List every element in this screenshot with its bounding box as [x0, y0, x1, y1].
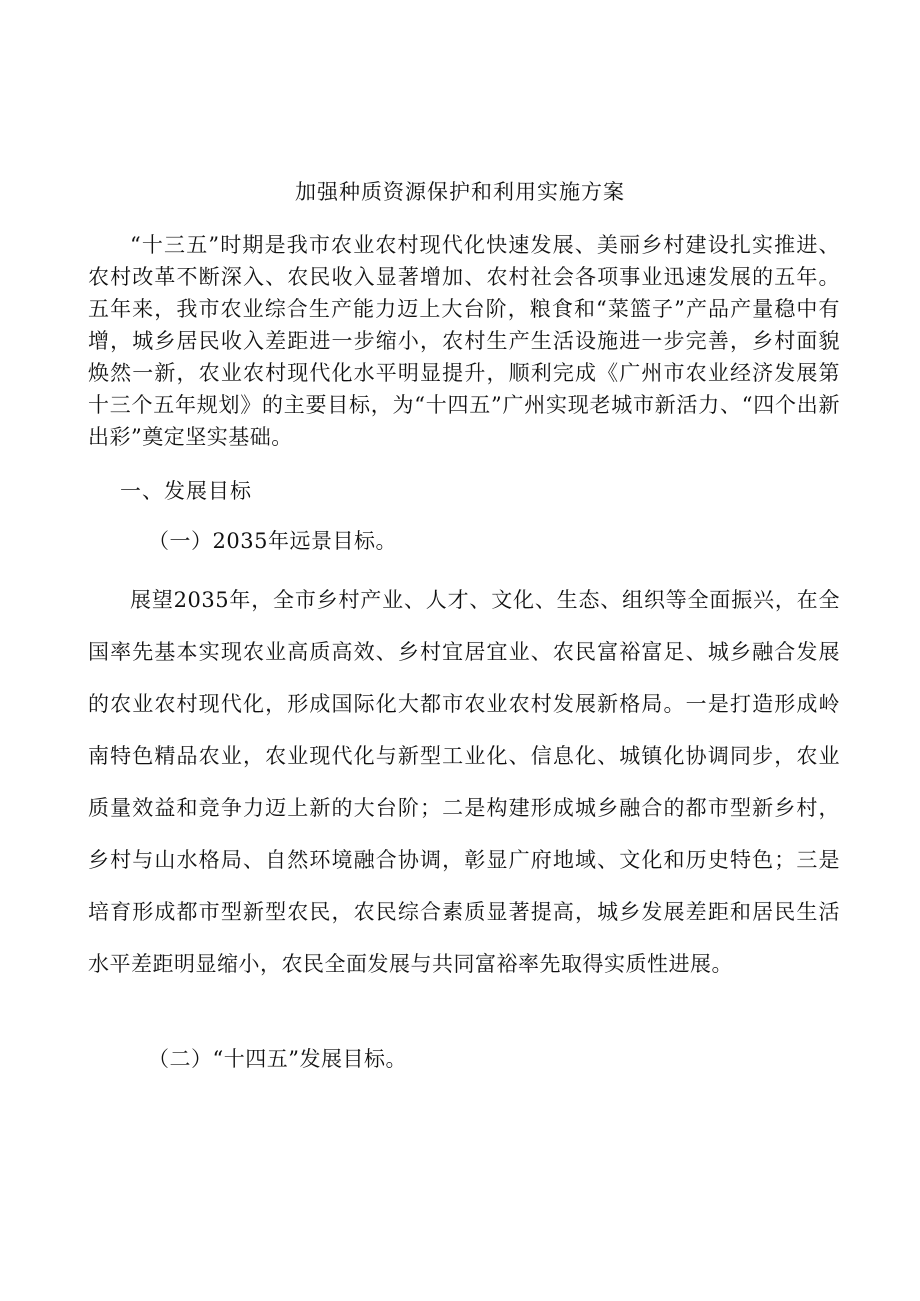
- subsection-heading-14th-five-year-goals: （二）“十四五”发展目标。: [148, 1047, 407, 1071]
- section-heading-development-goals: 一、发展目标: [120, 479, 252, 503]
- intro-paragraph: “十三五”时期是我市农业农村现代化快速发展、美丽乡村建设扎实推进、农村改革不断深入、农民收入显著增加、农村社会各项事业迅速发展的五年。五年来，我市农业综合生产能力迈上大台阶，粮食和“菜篮子”产品产量稳中有增，城乡居民收入差距进一步缩小，农村生产生活设施进一步完善，乡村面貌焕然一新，农业农村现代化水平明显提升，顺利完成《广州市农业经济发展第十三个五年规划》的主要目标，为“十四五”广州实现老城市新活力、“四个出新出彩”奠定坚实基础。: [88, 233, 840, 449]
- vision-2035-paragraph: 展望2035年，全市乡村产业、人才、文化、生态、组织等全面振兴，在全国率先基本实现农业高质高效、乡村宜居宜业、农民富裕富足、城乡融合发展的农业农村现代化，形成国际化大都市农业农村发展新格局。一是打造形成岭南特色精品农业，农业现代化与新型工业化、信息化、城镇化协调同步，农业质量效益和竞争力迈上新的大台阶；二是构建形成城乡融合的都市型新乡村，乡村与山水格局、自然环境融合协调，彰显广府地域、文化和历史特色；三是培育形成都市型新型农民，农民综合素质显著提高，城乡发展差距和居民生活水平差距明显缩小，农民全面发展与共同富裕率先取得实质性进展。: [88, 588, 840, 976]
- document-title: 加强种质资源保护和利用实施方案: [295, 180, 625, 204]
- subsection-heading-2035-vision: （一）2035年远景目标。: [148, 529, 397, 553]
